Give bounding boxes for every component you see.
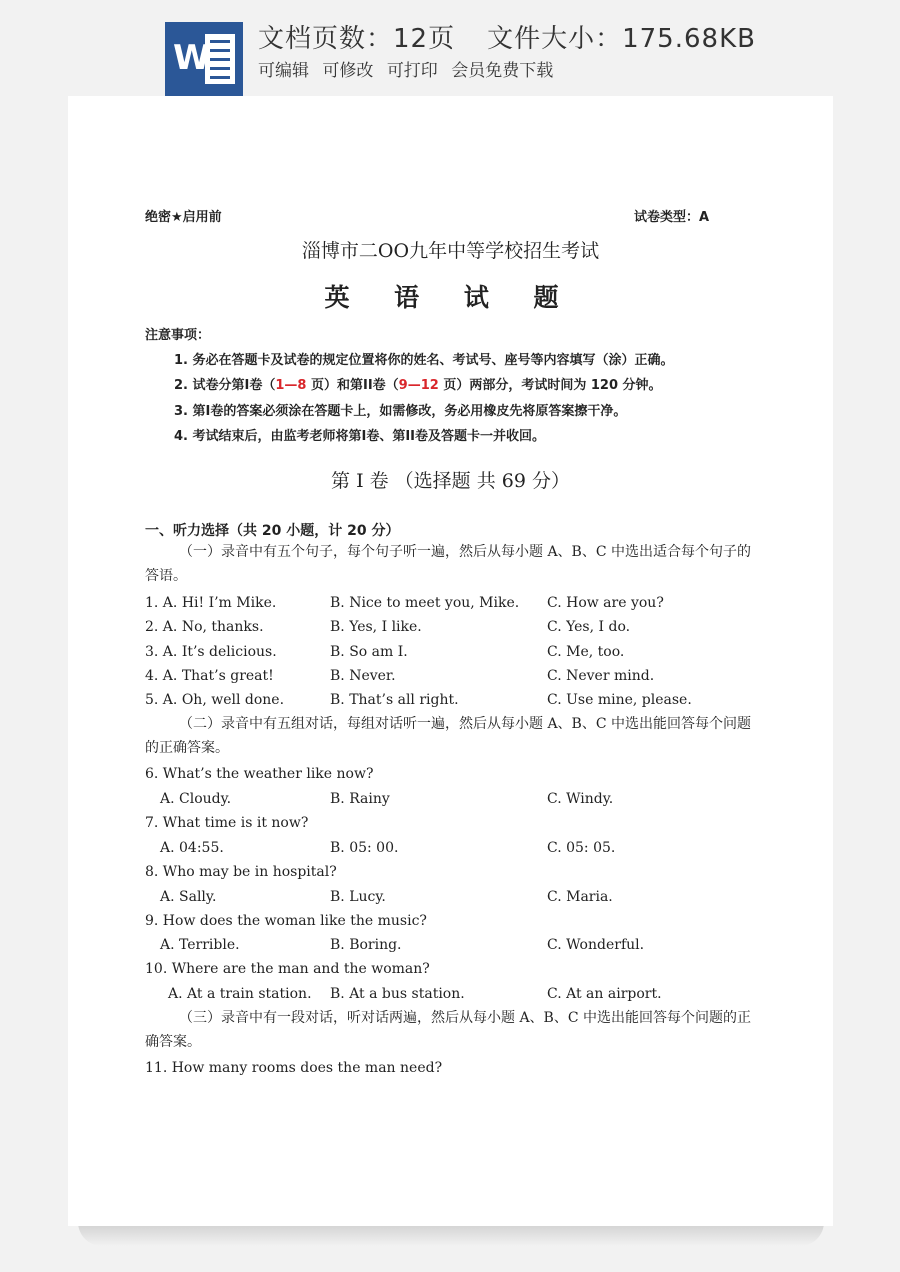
question-2-b: B. Yes, I like. — [330, 619, 422, 635]
question-6-c: C. Windy. — [547, 791, 614, 807]
part1-instructions: （一）录音中有五个句子，每个句子听一遍，然后从每小题 A、B、C 中选出适合每个句子的答语。 — [145, 544, 752, 584]
question-2-a: 2. A. No, thanks. — [145, 619, 264, 635]
question-10-b: B. At a bus station. — [330, 986, 465, 1002]
question-1-b: B. Nice to meet you, Mike. — [330, 595, 520, 611]
question-3-c: C. Me, too. — [547, 644, 625, 660]
question-7-c: C. 05: 05. — [547, 840, 616, 856]
question-10: 10. Where are the man and the woman? — [145, 961, 430, 977]
feature-member-download[interactable]: 会员免费下载 — [451, 61, 554, 81]
document-page — [68, 96, 833, 1226]
exam-name: 淄博市二OO九年中等学校招生考试 — [301, 240, 600, 262]
question-6: 6. What’s the weather like now? — [145, 766, 374, 782]
feature-editable: 可编辑 — [258, 61, 309, 81]
question-7-a: A. 04:55. — [160, 840, 224, 856]
confidential-label: 绝密★启用前 — [145, 210, 222, 225]
question-5-a: 5. A. Oh, well done. — [145, 692, 285, 708]
question-8-a: A. Sally. — [160, 889, 217, 905]
word-document-icon: W — [165, 22, 243, 96]
question-1-c: C. How are you? — [547, 595, 664, 611]
note-2: 2. 试卷分第I卷（1—8 页）和第II卷（9—12 页）两部分，考试时间为 120 分钟。 — [174, 378, 662, 393]
question-6-b: B. Rainy — [330, 791, 390, 807]
question-8: 8. Who may be in hospital? — [145, 864, 337, 880]
question-5-b: B. That’s all right. — [330, 692, 459, 708]
feature-modifiable: 可修改 — [322, 61, 374, 81]
notes-label: 注意事项： — [145, 328, 211, 343]
question-8-c: C. Maria. — [547, 889, 613, 905]
paper-type: 试卷类型：A — [634, 210, 710, 225]
part2-instructions: （二）录音中有五组对话，每组对话听一遍，然后从每小题 A、B、C 中选出能回答每个问题的正确答案。 — [145, 716, 752, 756]
question-9-c: C. Wonderful. — [547, 937, 645, 953]
question-9-a: A. Terrible. — [160, 937, 240, 953]
question-4-b: B. Never. — [330, 668, 396, 684]
volume-title: 第 I 卷 （选择题 共 69 分） — [331, 470, 570, 492]
question-9-b: B. Boring. — [330, 937, 402, 953]
note-4: 4. 考试结束后，由监考老师将第I卷、第II卷及答题卡一并收回。 — [174, 429, 546, 444]
question-11: 11. How many rooms does the man need? — [145, 1060, 443, 1076]
question-10-c: C. At an airport. — [547, 986, 662, 1002]
question-7-b: B. 05: 00. — [330, 840, 399, 856]
file-size: 文件大小：175.68KB — [487, 24, 756, 54]
note-1: 1. 务必在答题卡及试卷的规定位置将你的姓名、考试号、座号等内容填写（涂）正确。 — [174, 353, 674, 368]
download-banner — [0, 0, 900, 96]
question-7: 7. What time is it now? — [145, 815, 309, 831]
page-count: 文档页数：12页 — [258, 24, 456, 54]
question-8-b: B. Lucy. — [330, 889, 386, 905]
question-3-b: B. So am I. — [330, 644, 408, 660]
page-title: 英 语 试 题 — [324, 283, 577, 312]
question-9: 9. How does the woman like the music? — [145, 913, 427, 929]
question-10-a: A. At a train station. — [168, 986, 312, 1002]
note-3: 3. 第I卷的答案必须涂在答题卡上，如需修改，务必用橡皮先将原答案擦干净。 — [174, 404, 627, 419]
feature-list — [258, 56, 561, 81]
file-meta — [258, 18, 756, 55]
question-6-a: A. Cloudy. — [160, 791, 232, 807]
question-4-a: 4. A. That’s great! — [145, 668, 274, 684]
section-title: 一、听力选择（共 20 小题，计 20 分） — [145, 523, 400, 539]
question-5-c: C. Use mine, please. — [547, 692, 692, 708]
feature-printable: 可打印 — [386, 61, 438, 81]
question-4-c: C. Never mind. — [547, 668, 655, 684]
question-2-c: C. Yes, I do. — [547, 619, 631, 635]
part3-instructions: （三）录音中有一段对话，听对话两遍，然后从每小题 A、B、C 中选出能回答每个问题的正确答案。 — [145, 1010, 752, 1050]
question-3-a: 3. A. It’s delicious. — [145, 644, 277, 660]
question-1-a: 1. A. Hi! I’m Mike. — [145, 595, 277, 611]
